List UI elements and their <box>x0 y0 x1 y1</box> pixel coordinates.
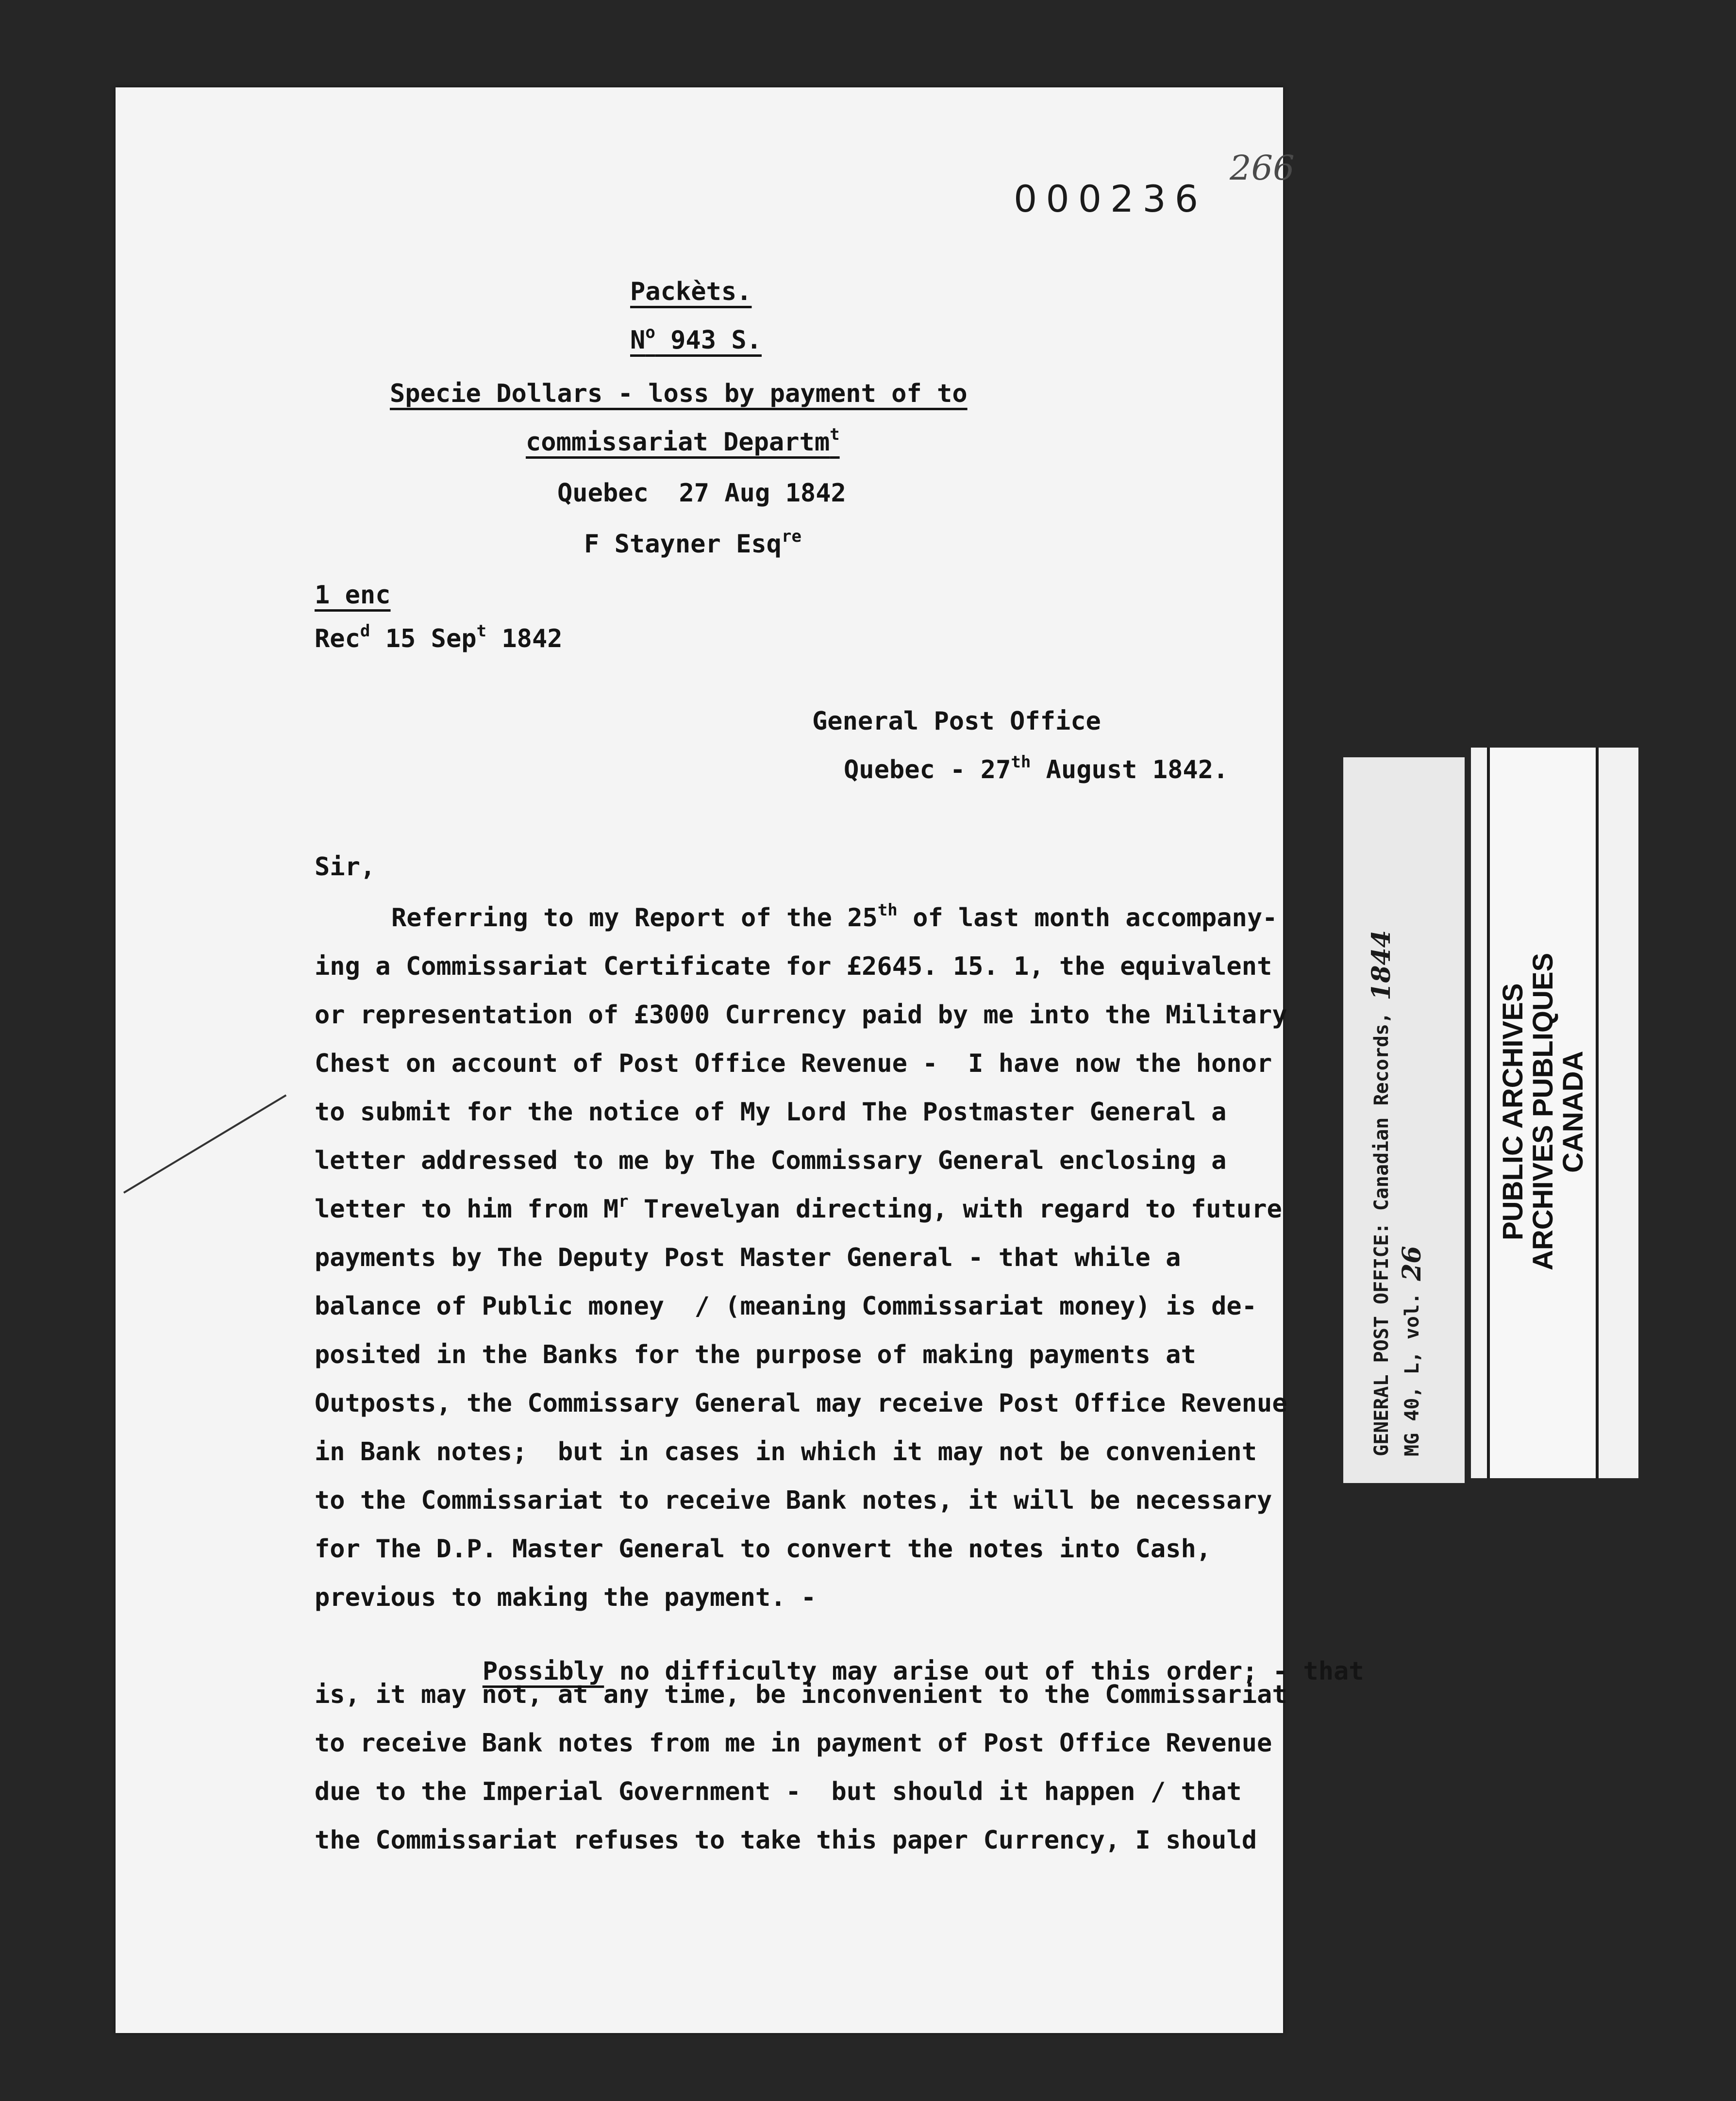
body-line: to receive Bank notes from me in payment of Post Office Revenue <box>315 1729 1272 1758</box>
body-line: previous to making the payment. - <box>315 1583 817 1612</box>
letterhead-date: Quebec - 27th August 1842. <box>844 752 1229 784</box>
record-group-line1: GENERAL POST OFFICE: Canadian Records, 1844 <box>1367 930 1396 1456</box>
body-line: letter to him from $M^r$ Trevelyan directing, with regard to future <box>315 1192 1282 1224</box>
body-line: balance of Public money / (meaning Commissariat money) is de- <box>315 1292 1257 1321</box>
body-line: is, it may not, at any time, be inconvenient to the Commissariat <box>315 1680 1287 1709</box>
archive-name-line1: PUBLIC ARCHIVES <box>1497 983 1529 1240</box>
body-line: Referring to my Report of the 25th of last month accompany- <box>391 900 1278 933</box>
archive-record-label <box>1343 757 1465 1483</box>
underlined-word: Possibly <box>482 1657 604 1686</box>
heading-subject-line1: Specie Dollars - loss by payment of to <box>390 379 968 408</box>
handwritten-page-number: 266 <box>1230 148 1295 188</box>
heading-addressee: F Stayner Esq$^{re}$ <box>584 527 801 559</box>
archive-name-line2: ARCHIVES PUBLIQUES <box>1527 952 1559 1271</box>
heading-title: Packèts. <box>630 277 752 306</box>
body-line: Possibly no difficulty may arise out of this order; - that <box>482 1657 1364 1686</box>
body-line: in Bank notes; but in cases in which it may not be convenient <box>315 1437 1257 1467</box>
body-line: to the Commissariat to receive Bank notes, it will be necessary <box>315 1486 1272 1515</box>
body-line: for The D.P. Master General to convert the notes into Cash, <box>315 1534 1212 1564</box>
enclosure-note: 1 enc <box>315 581 391 610</box>
body-line: the Commissariat refuses to take this paper Currency, I should <box>315 1826 1257 1855</box>
stamp-number: 000236 <box>1014 177 1207 220</box>
archive-stamp-frame <box>1487 748 1599 1478</box>
document-page <box>116 87 1364 2033</box>
archive-name-line3: CANADA <box>1557 1050 1589 1173</box>
body-line: or representation of £3000 Currency paid by me into the Military <box>315 1000 1287 1030</box>
heading-place-date: Quebec 27 Aug 1842 <box>557 479 846 508</box>
received-note: Rec$^d$ 15 Sep$^t$ 1842 <box>315 621 563 653</box>
heading-subject-line2: commissariat Departm$^t$ <box>526 425 840 457</box>
salutation: Sir, <box>315 852 376 882</box>
letterhead-office: General Post Office <box>812 707 1101 736</box>
body-line: letter addressed to me by The Commissary General enclosing a <box>315 1146 1227 1175</box>
body-line: Chest on account of Post Office Revenue - I have now the honor <box>315 1049 1272 1078</box>
body-line: payments by The Deputy Post Master General - that while a <box>315 1243 1181 1272</box>
body-line: due to the Imperial Government - but should it happen / that <box>315 1777 1242 1806</box>
body-line: to submit for the notice of My Lord The Postmaster General a <box>315 1098 1227 1127</box>
body-line: posited in the Banks for the purpose of making payments at <box>315 1340 1196 1369</box>
record-group-line2: MG 40, L, vol. 26 <box>1397 1246 1427 1456</box>
body-line: ing a Commissariat Certificate for £2645. 15. 1, the equivalent <box>315 952 1272 981</box>
heading-number: $N^o$ 943 S. <box>630 323 762 355</box>
body-line: Outposts, the Commissary General may receive Post Office Revenue <box>315 1389 1287 1418</box>
